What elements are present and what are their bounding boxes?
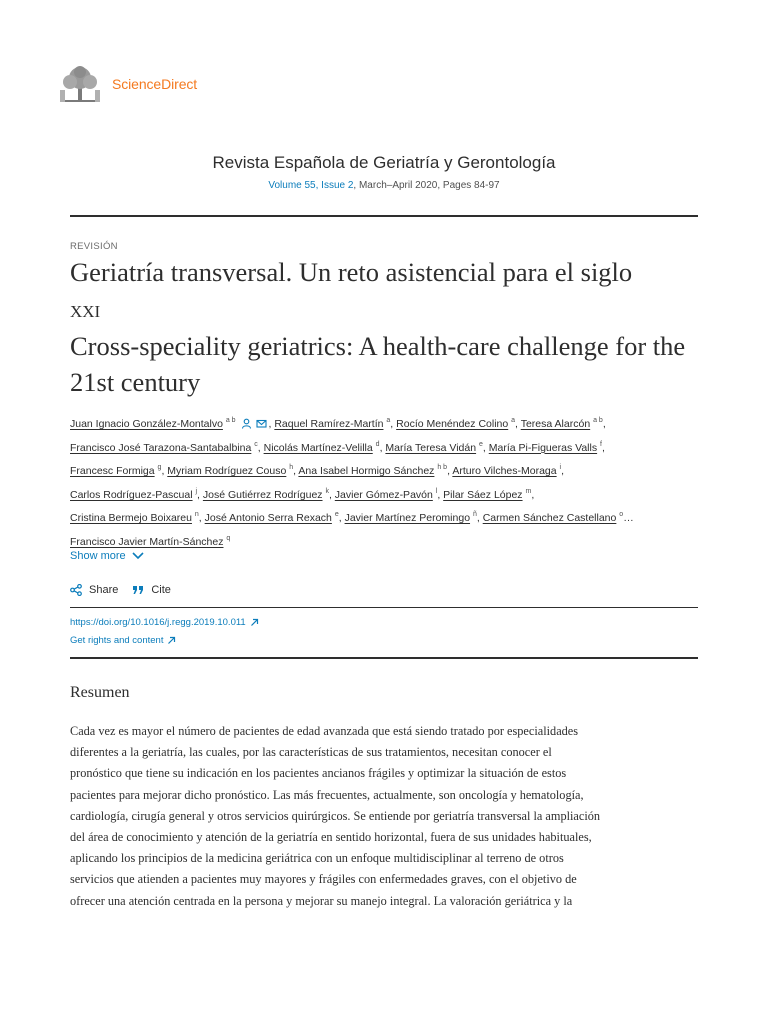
quote-icon xyxy=(132,585,144,595)
author-affiliation-sup[interactable]: k xyxy=(325,487,329,495)
author-name-link[interactable]: Teresa Alarcón xyxy=(520,418,591,430)
author-name-link[interactable]: Raquel Ramírez-Martín xyxy=(274,418,384,430)
author-name-link[interactable]: Carmen Sánchez Castellano xyxy=(482,512,617,525)
author-name-link[interactable]: María Pi-Figueras Valls xyxy=(488,441,598,454)
author-affiliation-sup[interactable]: d xyxy=(375,440,380,448)
person-icon[interactable] xyxy=(241,418,252,429)
title-es-suffix: XXI xyxy=(70,302,101,321)
abstract-line: aplicando los principios de la medicina geriátrica con un enfoque multidisciplinar al terreno de otros xyxy=(70,851,564,866)
issue-info xyxy=(0,180,768,191)
author-name-link[interactable]: Arturo Vilches-Moraga xyxy=(452,465,557,478)
author-name-link[interactable]: Carlos Rodríguez-Pascual xyxy=(70,488,193,501)
publisher-header xyxy=(58,64,197,104)
author-affiliation-sup[interactable]: a b xyxy=(593,417,603,424)
author-affiliation-sup[interactable]: m xyxy=(525,487,532,495)
author-name-link[interactable]: Cristina Bermejo Boixareu xyxy=(70,512,192,525)
abstract-divider xyxy=(70,657,698,659)
author-affiliation-sup[interactable]: a xyxy=(511,417,516,424)
volume-issue-link[interactable]: Volume 55, Issue 2 xyxy=(268,180,354,191)
abstract-line: del área de conocimiento y atención de la geriatría en sentido horizontal, fuera de sus unidades habituales, xyxy=(70,830,592,845)
cite-button[interactable] xyxy=(132,584,171,596)
author-affiliation-sup[interactable]: ñ xyxy=(472,511,477,519)
show-more-button[interactable] xyxy=(70,550,144,562)
article-title-english: Cross-speciality geriatrics: A health-care challenge for the 21st century xyxy=(70,331,686,397)
external-link-arrow-icon xyxy=(250,618,259,627)
doi-text: https://doi.org/10.1016/j.regg.2019.10.011 xyxy=(70,617,246,628)
author-affiliation-sup[interactable]: n xyxy=(194,511,199,519)
author-affiliation-sup[interactable]: a xyxy=(386,417,391,424)
author-list: Juan Ignacio González-Montalvo $^{a b}$ , Raquel Ramírez-Martín $^a$, Rocío Menéndez Colino $^a$, Teresa Alarcón $^{a b}$, Francisco José Tarazona-Santabalbina $^c$, Nicolás Martínez-Velilla $^d$, María Teresa Vidán $^e$, María Pi-Figueras Valls $^f$, Francesc Formiga $^g$, Myriam Rodríguez Couso $^h$, Ana Isabel Hormigo Sánchez $^{h b}$, Arturo Vilches-Moraga $^i$, Carlos Rodríguez-Pascual $^j$, José Gutiérrez Rodríguez $^k$, Javier Gómez-Pavón $^l$, Pilar Sáez López $^m$, Cristina Bermejo Boixareu $^n$, José Antonio Serra Rexach $^e$, Javier Martínez Peromingo $^ñ$, Carmen Sánchez Castellano $^o$… Francisco Javier Martín-Sánchez $^q$ xyxy=(70,417,634,548)
author-affiliation-sup[interactable]: o xyxy=(619,511,624,519)
author-name-link[interactable]: José Gutiérrez Rodríguez xyxy=(202,488,323,501)
author-affiliation-sup[interactable]: q xyxy=(226,534,231,542)
abstract-line: diferentes a la geriatría, las cuales, por las características de sus tratamientos, necesitan conocer el xyxy=(70,745,552,760)
author-name-link[interactable]: Juan Ignacio González-Montalvo xyxy=(70,418,223,430)
author-name-link[interactable]: Myriam Rodríguez Couso xyxy=(167,465,287,478)
share-button[interactable] xyxy=(70,584,118,596)
article-type-label: REVISIÓN xyxy=(70,241,118,252)
actions-divider xyxy=(70,607,698,608)
header-divider xyxy=(70,215,698,217)
author-name-link[interactable]: Francisco Javier Martín-Sánchez xyxy=(70,535,224,548)
authors-ellipsis: … xyxy=(623,512,634,525)
author-name-link[interactable]: Pilar Sáez López xyxy=(443,488,523,501)
abstract-line: pacientes para mejorar dicho pronóstico. Las más frecuentes, actualmente, son oncología y hematología, xyxy=(70,787,584,802)
author-name-link[interactable]: María Teresa Vidán xyxy=(385,441,477,454)
article-title-spanish xyxy=(70,254,700,330)
email-icon[interactable] xyxy=(256,418,267,429)
author-affiliation-sup[interactable]: i xyxy=(559,464,562,472)
show-more-label: Show more xyxy=(70,550,126,562)
chevron-down-icon xyxy=(132,552,144,560)
rights-text: Get rights and content xyxy=(70,635,164,646)
external-link-arrow-icon xyxy=(167,636,176,645)
title-es-main: Geriatría transversal. Un reto asistencial para el siglo xyxy=(70,257,633,287)
rights-link[interactable] xyxy=(70,635,176,646)
author-affiliation-sup[interactable]: c xyxy=(254,440,258,448)
author-affiliation-sup[interactable]: l xyxy=(435,487,438,495)
author-name-link[interactable]: José Antonio Serra Rexach xyxy=(204,512,332,525)
share-icon xyxy=(70,584,82,596)
abstract-line: pronóstico que tiene su indicación en los pacientes ancianos frágiles y optimizar la situación de estos xyxy=(70,766,567,781)
sciencedirect-brand-link[interactable]: ScienceDirect xyxy=(112,76,198,92)
author-affiliation-sup[interactable]: g xyxy=(157,464,162,472)
author-affiliation-sup[interactable]: a b xyxy=(225,417,236,424)
author-affiliation-sup[interactable]: j xyxy=(195,487,198,495)
abstract-body xyxy=(70,721,702,912)
elsevier-tree-logo-icon[interactable] xyxy=(58,64,102,104)
author-affiliation-sup[interactable]: f xyxy=(600,440,602,448)
author-name-link[interactable]: Javier Martínez Peromingo xyxy=(344,512,471,525)
cite-label: Cite xyxy=(151,584,171,596)
author-affiliation-sup[interactable]: h xyxy=(289,464,294,472)
doi-link[interactable] xyxy=(70,617,259,628)
article-actions xyxy=(70,584,185,596)
author-name-link[interactable]: Rocío Menéndez Colino xyxy=(396,418,509,430)
author-affiliation-sup[interactable]: e xyxy=(479,440,483,448)
abstract-heading: Resumen xyxy=(70,684,130,701)
share-label: Share xyxy=(89,584,119,596)
author-name-link[interactable]: Francisco José Tarazona-Santabalbina xyxy=(70,441,252,454)
abstract-line: ofrecer una atención centrada en la persona y mejorar su manejo integral. La valoración geriátrica y la xyxy=(70,893,573,908)
author-name-link[interactable]: Nicolás Martínez-Velilla xyxy=(263,441,373,454)
abstract-line: servicios que atienden a pacientes muy mayores y frágiles con enfermedades graves, con el objetivo de xyxy=(70,872,577,887)
journal-title[interactable]: Revista Española de Geriatría y Gerontología xyxy=(212,153,556,172)
author-name-link[interactable]: Francesc Formiga xyxy=(70,465,155,478)
abstract-line: cardiología, cirugía general y otros servicios quirúrgicos. Se entiende por geriatría transversal la ampliación xyxy=(70,808,601,823)
author-affiliation-sup[interactable]: e xyxy=(334,511,339,519)
author-affiliation-sup[interactable]: h b xyxy=(437,464,448,472)
abstract-line: Cada vez es mayor el número de pacientes de edad avanzada que está siendo tratado por especialidades xyxy=(70,724,579,738)
author-name-link[interactable]: Ana Isabel Hormigo Sánchez xyxy=(298,465,435,478)
issue-dates-pages: , March–April 2020, Pages 84-97 xyxy=(353,180,500,191)
author-name-link[interactable]: Javier Gómez-Pavón xyxy=(334,488,433,501)
